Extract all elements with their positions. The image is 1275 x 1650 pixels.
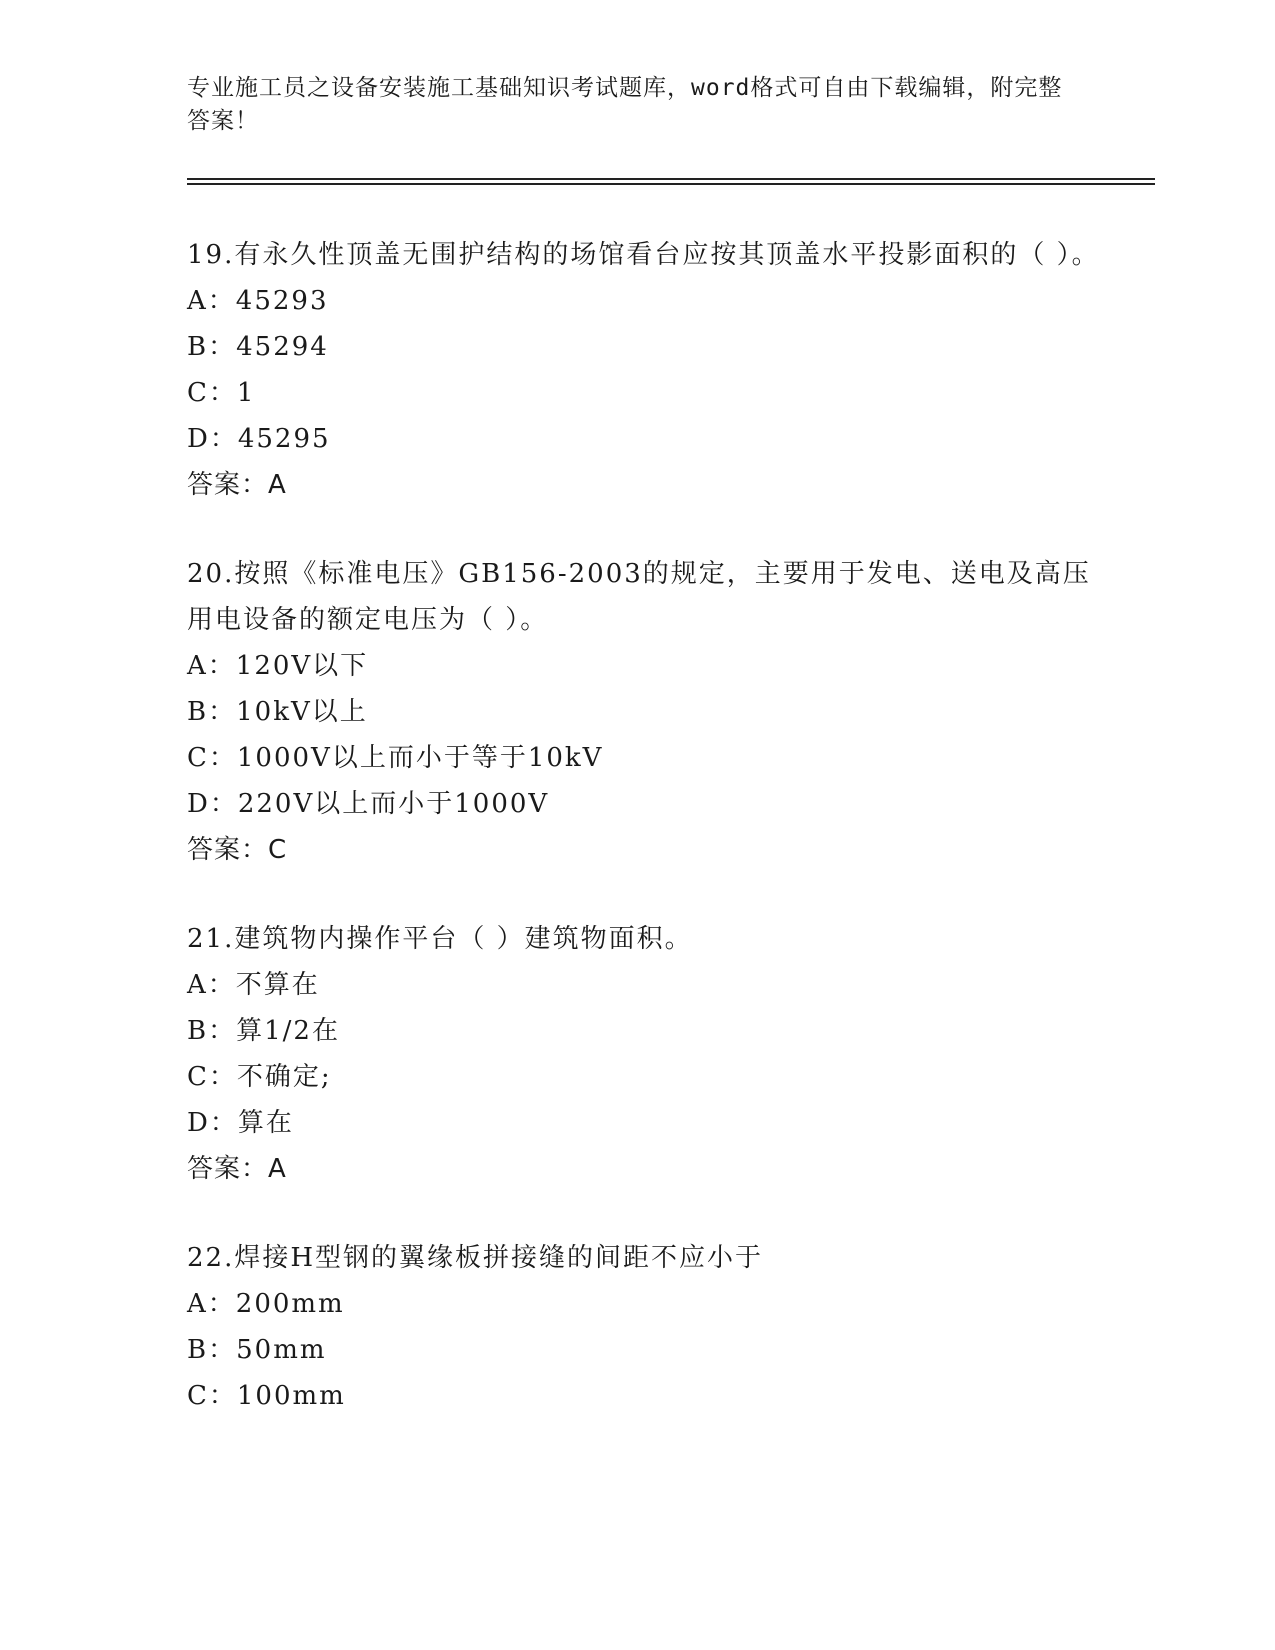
document-header: 专业施工员之设备安装施工基础知识考试题库，word格式可自由下载编辑，附完整答案！ — [187, 75, 1063, 134]
option-a: A：不算在 — [187, 970, 320, 1000]
question-stem: 22.焊接H型钢的翼缘板拼接缝的间距不应小于 — [187, 1243, 764, 1273]
option-c: C：不确定; — [187, 1062, 332, 1092]
option-b: B：10kV以上 — [187, 697, 368, 727]
option-d: D：算在 — [187, 1108, 294, 1138]
option-b: B：算1/2在 — [187, 1016, 340, 1046]
question-stem: 20.按照《标准电压》GB156-2003的规定，主要用于发电、送电及高压用电设备的额定电压为（ ）。 — [187, 559, 1091, 635]
option-a: A：120V以下 — [187, 651, 369, 681]
option-d: D：45295 — [187, 424, 331, 454]
option-b: B：45294 — [187, 332, 329, 362]
option-c: C：100mm — [187, 1381, 346, 1411]
answer-label: 答案：A — [187, 470, 287, 500]
header-divider-top — [187, 178, 1155, 180]
question-21 — [187, 916, 1107, 1192]
question-stem: 21.建筑物内操作平台（ ）建筑物面积。 — [187, 924, 693, 954]
option-a: A：45293 — [187, 286, 329, 316]
option-b: B：50mm — [187, 1335, 327, 1365]
question-19 — [187, 232, 1107, 508]
question-stem: 19.有永久性顶盖无围护结构的场馆看台应按其顶盖水平投影面积的（ ）。 — [187, 240, 1100, 270]
question-20 — [187, 551, 1107, 873]
option-c: C：1 — [187, 378, 256, 408]
option-a: A：200mm — [187, 1289, 345, 1319]
question-22 — [187, 1235, 1107, 1419]
header-divider-bottom — [187, 183, 1155, 185]
option-c: C：1000V以上而小于等于10kV — [187, 743, 604, 773]
question-list — [187, 232, 1107, 1462]
answer-label: 答案：A — [187, 1154, 287, 1184]
answer-label: 答案：C — [187, 835, 288, 865]
option-d: D：220V以上而小于1000V — [187, 789, 550, 819]
